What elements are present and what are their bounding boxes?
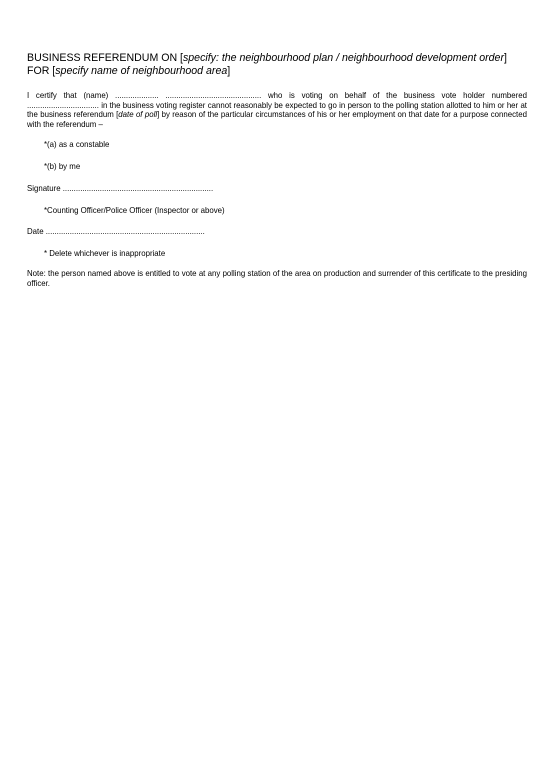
certify-text-1: I certify that (name) .................... ............................................ who is voting on behalf of the business vote holder numbered ................................. in the business voting register cannot reasonably be expected to go in person to the polling station allotted to him or her at the business referendum [ bbox=[27, 91, 527, 119]
footer-note: Note: the person named above is entitled to vote at any polling station of the area on production and surrender of this certificate to the presiding officer. bbox=[27, 269, 527, 288]
option-constable: *(a) as a constable bbox=[44, 140, 110, 149]
date-line: Date ......................................................................... bbox=[27, 227, 205, 236]
delete-instruction: * Delete whichever is inappropriate bbox=[44, 248, 166, 258]
heading-part-3: ] bbox=[227, 65, 231, 77]
option-by-me: *(b) by me bbox=[44, 161, 81, 171]
certification-paragraph bbox=[27, 91, 527, 129]
signature-line: Signature ..................................................................... bbox=[27, 184, 214, 193]
heading-italic-1: specify: the neighbourhood plan / neighbourhood development order bbox=[182, 52, 504, 64]
form-heading bbox=[27, 52, 527, 78]
heading-part-1: BUSINESS REFERENDUM ON [ bbox=[27, 52, 183, 64]
heading-italic-2: specify name of neighbourhood area bbox=[55, 65, 228, 77]
heading-part-2: ] FOR [ bbox=[27, 52, 507, 77]
signatory-role: *Counting Officer/Police Officer (Inspector or above) bbox=[44, 205, 225, 215]
certify-text-2: ] by reason of the particular circumstances of his or her employment on that date for a purpose connected with the referendum – bbox=[27, 110, 527, 129]
certify-italic: date of poll bbox=[118, 110, 158, 119]
